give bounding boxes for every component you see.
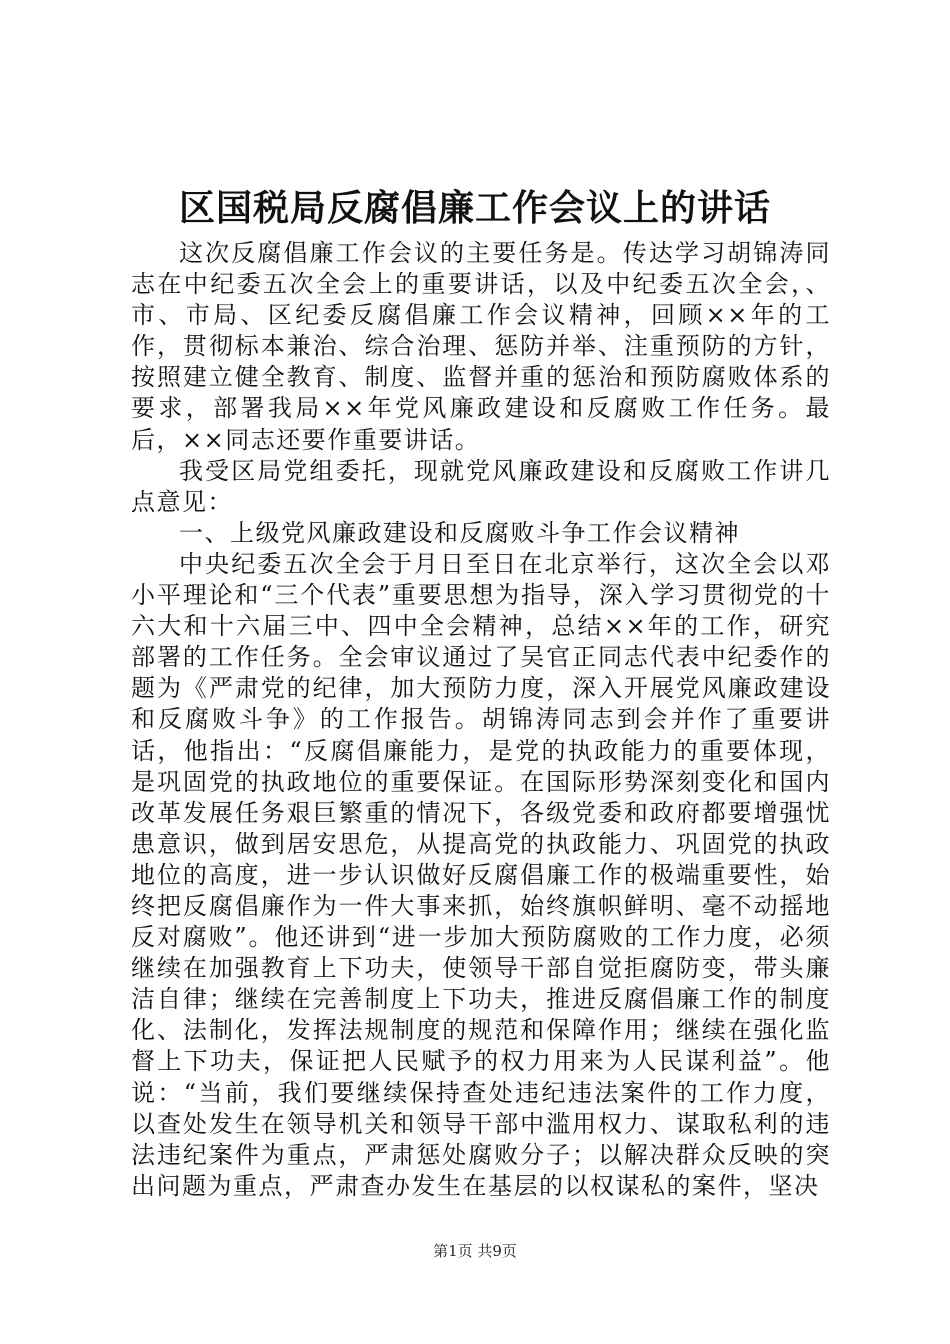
- page-number-footer: 第1页 共9页: [433, 1242, 517, 1260]
- paragraph-plenary: 中央纪委五次全会于月日至日在北京举行，这次全会以邓小平理论和“三个代表”重要思想为指导，深入学习贯彻党的十六大和十六届三中、四中全会精神，总结××年的工作，研究部署的工作任务。全会审议通过了吴官正同志代表中纪委作的题为《严肃党的纪律，加大预防力度，深入开展党风廉政建设和反腐败斗争》的工作报告。胡锦涛同志到会并作了重要讲话，他指出：“反腐倡廉能力，是党的执政能力的重要体现，是巩固党的执政地位的重要保证。在国际形势深刻变化和国内改革发展任务艰巨繁重的情况下，各级党委和政府都要增强忧患意识，做到居安思危，从提高党的执政能力、巩固党的执政地位的高度，进一步认识做好反腐倡廉工作的极端重要性，始终把反腐倡廉作为一件大事来抓，始终旗帜鲜明、毫不动摇地反对腐败”。他还讲到“进一步加大预防腐败的工作力度，必须继续在加强教育上下功夫，使领导干部自觉拒腐防变，带头廉洁自律；继续在完善制度上下功夫，推进反腐倡廉工作的制度化、法制化，发挥法规制度的规范和保障作用；继续在强化监督上下功夫，保证把人民赋予的权力用来为人民谋利益”。他说：“当前，我们要继续保持查处违纪违法案件的工作力度，以查处发生在领导机关和领导干部中滥用权力、谋取私利的违法违纪案件为重点，严肃惩处腐败分子；以解决群众反映的突出问题为重点，严肃查办发生在基层的以权谋私的案件，坚决: [131, 549, 831, 1200]
- document-title: 区国税局反腐倡廉工作会议上的讲话: [178, 187, 771, 229]
- section-heading-1: 一、上级党风廉政建设和反腐败斗争工作会议精神: [179, 518, 740, 547]
- paragraph-intro: 这次反腐倡廉工作会议的主要任务是。传达学习胡锦涛同志在中纪委五次全会上的重要讲话，以及中纪委五次全会，、市、市局、区纪委反腐倡廉工作会议精神，回顾××年的工作，贯彻标本兼治、综合治理、惩防并举、注重预防的方针，按照建立健全教育、制度、监督并重的惩治和预防腐败体系的要求，部署我局××年党风廉政建设和反腐败工作任务。最后，××同志还要作重要讲话。: [131, 239, 831, 454]
- document-body: [131, 238, 831, 1202]
- paragraph-entrusted: 我受区局党组委托，现就党风廉政建设和反腐败工作讲几点意见：: [131, 456, 831, 516]
